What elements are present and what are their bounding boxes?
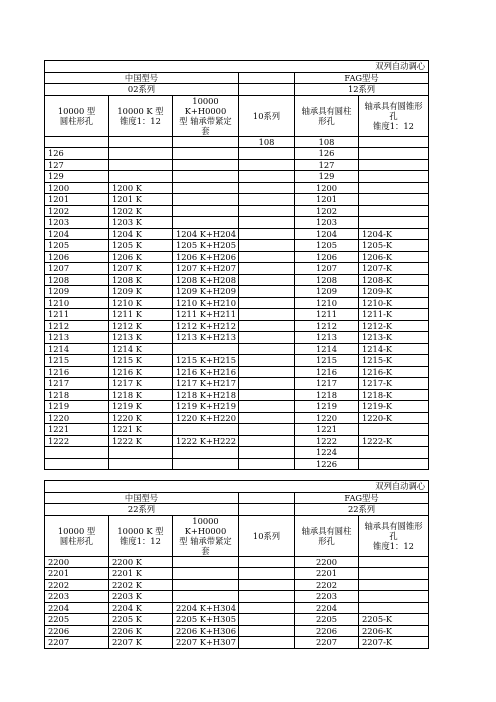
table-cell: 1217 K (109, 378, 173, 390)
table-cell: 2202 (45, 579, 109, 591)
table-cell: 1208 (45, 274, 109, 286)
table-cell (359, 136, 429, 148)
table-cell (173, 591, 239, 603)
fag-series-header: 12系列 (295, 84, 429, 96)
table-cell: 126 (45, 148, 109, 160)
table-cell: 1207 K+H207 (173, 263, 239, 275)
table-cell: 1215 K+H215 (173, 355, 239, 367)
table-cell (359, 424, 429, 436)
table-cell (239, 286, 295, 298)
table-cell: 1210 (295, 297, 359, 309)
table-cell (359, 579, 429, 591)
table-cell: 1211-K (359, 309, 429, 321)
table-cell (239, 159, 295, 171)
table-cell (109, 458, 173, 470)
table-cell (109, 171, 173, 183)
table-row (45, 378, 429, 390)
table-cell: 2207 K (109, 637, 173, 649)
table-row (45, 194, 429, 206)
table-cell: 1212 K+H212 (173, 320, 239, 332)
cn-type-header: 中国型号 (45, 492, 239, 504)
table-cell: 1213 K+H213 (173, 332, 239, 344)
table-row (45, 435, 429, 447)
table-cell: 1204 (45, 228, 109, 240)
table-cell: 1222 (45, 435, 109, 447)
table-cell: 1204 K (109, 228, 173, 240)
title-row (45, 481, 429, 493)
table-row (45, 625, 429, 637)
table-cell: 1212-K (359, 320, 429, 332)
table-row (45, 297, 429, 309)
table-cell: 1218 (45, 389, 109, 401)
table-cell (173, 205, 239, 217)
table-cell: 2202 (295, 579, 359, 591)
table-cell: 1213 (45, 332, 109, 344)
table-cell: 1218 K+H218 (173, 389, 239, 401)
table-row (45, 366, 429, 378)
table-cell (239, 579, 295, 591)
table-cell (239, 309, 295, 321)
blank-cell (239, 492, 295, 504)
column-header: 10000 K+H0000 型 轴承带紧定套 (173, 95, 239, 136)
table-cell: 2205 K (109, 614, 173, 626)
table-cell (173, 458, 239, 470)
title-row (45, 61, 429, 73)
table-cell: 1218-K (359, 389, 429, 401)
table-cell: 1216-K (359, 366, 429, 378)
table-cell: 1215 (295, 355, 359, 367)
table-cell (239, 205, 295, 217)
table-cell: 1216 (45, 366, 109, 378)
table-cell (239, 458, 295, 470)
table-cell: 1208 (295, 274, 359, 286)
table-cell: 1216 (295, 366, 359, 378)
table-cell (173, 447, 239, 459)
table-cell (173, 568, 239, 580)
title-right: 双列自动调心 (45, 481, 429, 493)
table-cell (239, 614, 295, 626)
table-row (45, 447, 429, 459)
table-cell: 1203 (295, 217, 359, 229)
table-cell: 1221 K (109, 424, 173, 436)
table-cell (239, 148, 295, 160)
table-cell: 1220 (45, 412, 109, 424)
table-body (45, 481, 429, 649)
table-row (45, 309, 429, 321)
table-cell: 1212 (45, 320, 109, 332)
table-cell (239, 401, 295, 413)
table-row (45, 171, 429, 183)
table-cell (359, 458, 429, 470)
table-cell: 126 (295, 148, 359, 160)
table-cell: 127 (295, 159, 359, 171)
table-cell: 1217 K+H217 (173, 378, 239, 390)
table-cell: 1222-K (359, 435, 429, 447)
table-cell: 1207 (45, 263, 109, 275)
table-cell: 1220 K+H220 (173, 412, 239, 424)
table-cell: 2207 (295, 637, 359, 649)
type-row (45, 72, 429, 84)
table-cell: 1203 (45, 217, 109, 229)
table-row (45, 320, 429, 332)
table-cell: 1214 (295, 343, 359, 355)
table-row (45, 458, 429, 470)
table-cell (359, 556, 429, 568)
table-cell: 1213-K (359, 332, 429, 344)
blank-cell (239, 72, 295, 84)
table-row (45, 412, 429, 424)
table-cell: 2207 K+H307 (173, 637, 239, 649)
table-cell: 2204 (45, 602, 109, 614)
table-cell: 2200 K (109, 556, 173, 568)
table-cell (109, 136, 173, 148)
cn-series-header: 02系列 (45, 84, 239, 96)
table-cell: 1222 (295, 435, 359, 447)
table-row (45, 591, 429, 603)
table-cell: 1209 (295, 286, 359, 298)
table-cell (239, 332, 295, 344)
table-cell: 2206 K+H306 (173, 625, 239, 637)
table-cell: 2206 K (109, 625, 173, 637)
table-cell (239, 435, 295, 447)
table-row (45, 556, 429, 568)
table-cell (359, 591, 429, 603)
table-row (45, 263, 429, 275)
table-cell: 1216 K+H216 (173, 366, 239, 378)
table-cell: 1205 K (109, 240, 173, 252)
table-cell: 1200 (45, 182, 109, 194)
column-header: 10000 型 圆柱形孔 (45, 515, 109, 556)
fag-type-header: FAG型号 (295, 72, 429, 84)
table-cell: 2200 (295, 556, 359, 568)
table-cell (239, 378, 295, 390)
table-cell: 2201 (295, 568, 359, 580)
table-row (45, 343, 429, 355)
table-cell (173, 148, 239, 160)
table-cell: 2206 (45, 625, 109, 637)
table-cell: 1220-K (359, 412, 429, 424)
table-cell (173, 194, 239, 206)
table-cell: 1212 K (109, 320, 173, 332)
table-cell: 108 (295, 136, 359, 148)
table-cell (239, 297, 295, 309)
table-cell (173, 579, 239, 591)
column-header-row (45, 515, 429, 556)
table-cell: 1213 (295, 332, 359, 344)
table-cell (173, 136, 239, 148)
table-cell (239, 591, 295, 603)
table-row (45, 637, 429, 649)
table-cell: 2202 K (109, 579, 173, 591)
table-cell (359, 205, 429, 217)
table-cell (173, 217, 239, 229)
table-cell: 1208 K+H208 (173, 274, 239, 286)
table-cell (359, 159, 429, 171)
table-cell: 1204 (295, 228, 359, 240)
table-cell: 1207 (295, 263, 359, 275)
bearing-table-22-series (44, 480, 429, 649)
table-row (45, 217, 429, 229)
table-cell (239, 240, 295, 252)
table-row (45, 240, 429, 252)
table-row (45, 228, 429, 240)
table-cell: 2203 K (109, 591, 173, 603)
table-cell: 2205-K (359, 614, 429, 626)
table-cell: 129 (45, 171, 109, 183)
blank-cell (239, 84, 295, 96)
table-cell: 108 (239, 136, 295, 148)
type-row (45, 492, 429, 504)
table-cell: 1208 K (109, 274, 173, 286)
table-cell: 1204 K+H204 (173, 228, 239, 240)
bearing-table-02-series (44, 60, 429, 470)
table-row (45, 602, 429, 614)
column-header-row (45, 95, 429, 136)
table-cell: 2205 K+H305 (173, 614, 239, 626)
table-cell (239, 228, 295, 240)
table-cell: 1210 K+H210 (173, 297, 239, 309)
table-cell: 1210-K (359, 297, 429, 309)
table-cell (359, 602, 429, 614)
table-cell (239, 447, 295, 459)
series-row (45, 504, 429, 516)
table-cell: 2206 (295, 625, 359, 637)
table-body (45, 61, 429, 470)
table-row (45, 286, 429, 298)
table-cell (359, 568, 429, 580)
column-header: 10系列 (239, 95, 295, 136)
table-cell: 1212 (295, 320, 359, 332)
table-cell: 1205 (295, 240, 359, 252)
table-cell: 1209 K (109, 286, 173, 298)
table-cell: 1211 K+H211 (173, 309, 239, 321)
table-cell: 1211 (45, 309, 109, 321)
table-cell: 1219 K+H219 (173, 401, 239, 413)
table-cell (359, 194, 429, 206)
table-cell: 2201 K (109, 568, 173, 580)
table-cell: 1213 K (109, 332, 173, 344)
table-cell: 1221 (45, 424, 109, 436)
table-cell (239, 343, 295, 355)
table-row (45, 424, 429, 436)
table-cell (239, 171, 295, 183)
table-cell: 1221 (295, 424, 359, 436)
table-cell: 1211 (295, 309, 359, 321)
table-cell: 1206 K+H206 (173, 251, 239, 263)
table-cell (239, 366, 295, 378)
table-cell (109, 148, 173, 160)
table-cell: 1209-K (359, 286, 429, 298)
table-cell (239, 389, 295, 401)
table-row (45, 159, 429, 171)
table-cell: 1202 K (109, 205, 173, 217)
table-cell: 1209 K+H209 (173, 286, 239, 298)
table-cell: 1206-K (359, 251, 429, 263)
column-header: 10000 K 型 锥度1：12 (109, 515, 173, 556)
table-cell: 1207 K (109, 263, 173, 275)
table-cell: 1216 K (109, 366, 173, 378)
table-cell: 1200 (295, 182, 359, 194)
table-cell: 1201 (45, 194, 109, 206)
cn-series-header: 22系列 (45, 504, 239, 516)
table-cell: 1218 (295, 389, 359, 401)
fag-type-header: FAG型号 (295, 492, 429, 504)
table-cell (359, 217, 429, 229)
table-cell: 1205 K+H205 (173, 240, 239, 252)
table-cell: 1214 (45, 343, 109, 355)
table-cell: 1203 K (109, 217, 173, 229)
table-cell (173, 343, 239, 355)
column-header: 轴承具有圆锥形孔 锥度1：12 (359, 95, 429, 136)
column-header: 轴承具有圆柱形孔 (295, 95, 359, 136)
table-cell: 2201 (45, 568, 109, 580)
table-cell (45, 458, 109, 470)
table-cell (173, 182, 239, 194)
fag-series-header: 22系列 (295, 504, 429, 516)
table-cell: 1215-K (359, 355, 429, 367)
table-cell: 1219-K (359, 401, 429, 413)
table-cell (359, 148, 429, 160)
table-cell: 1218 K (109, 389, 173, 401)
table-cell (173, 171, 239, 183)
table-cell: 1209 (45, 286, 109, 298)
table-cell: 1214-K (359, 343, 429, 355)
table-cell (239, 424, 295, 436)
table-cell (359, 182, 429, 194)
table-cell (173, 556, 239, 568)
table-cell: 1206 (45, 251, 109, 263)
table-row (45, 148, 429, 160)
table-row (45, 205, 429, 217)
table-cell (239, 251, 295, 263)
table-cell: 2205 (295, 614, 359, 626)
table-cell (109, 447, 173, 459)
column-header: 10系列 (239, 515, 295, 556)
table-row (45, 579, 429, 591)
table-cell: 1200 K (109, 182, 173, 194)
table-row (45, 401, 429, 413)
table-cell: 1204-K (359, 228, 429, 240)
table-cell: 1222 K+H222 (173, 435, 239, 447)
table-cell (173, 424, 239, 436)
table-cell: 2203 (45, 591, 109, 603)
column-header: 轴承具有圆柱形孔 (295, 515, 359, 556)
table-cell (239, 556, 295, 568)
table-cell (109, 159, 173, 171)
table-cell: 2204 K+H304 (173, 602, 239, 614)
table-cell: 1201 (295, 194, 359, 206)
table-row (45, 274, 429, 286)
table-row (45, 251, 429, 263)
table-cell: 127 (45, 159, 109, 171)
table-cell: 1219 (45, 401, 109, 413)
table-cell (173, 159, 239, 171)
table-cell: 1220 (295, 412, 359, 424)
table-cell: 1211 K (109, 309, 173, 321)
table-cell: 129 (295, 171, 359, 183)
table-cell: 1215 (45, 355, 109, 367)
table-cell (239, 412, 295, 424)
table-cell: 1226 (295, 458, 359, 470)
table-cell: 2204 (295, 602, 359, 614)
table-cell (239, 602, 295, 614)
column-header: 10000 K+H0000 型 轴承带紧定套 (173, 515, 239, 556)
table-cell (359, 171, 429, 183)
table-cell: 2206-K (359, 625, 429, 637)
table-cell: 1206 K (109, 251, 173, 263)
table-cell (45, 136, 109, 148)
table-cell: 1222 K (109, 435, 173, 447)
table-cell (239, 320, 295, 332)
table-cell: 1219 K (109, 401, 173, 413)
table-cell: 1217 (45, 378, 109, 390)
table-cell: 1205-K (359, 240, 429, 252)
table-row (45, 355, 429, 367)
table-row (45, 614, 429, 626)
table-cell (239, 263, 295, 275)
table-cell: 1210 (45, 297, 109, 309)
table-row (45, 389, 429, 401)
table-cell (239, 568, 295, 580)
table-cell: 2204 K (109, 602, 173, 614)
table-cell: 1217-K (359, 378, 429, 390)
table-cell: 1215 K (109, 355, 173, 367)
table-cell: 2207-K (359, 637, 429, 649)
table-cell (239, 194, 295, 206)
blank-cell (239, 504, 295, 516)
table-row (45, 568, 429, 580)
table-row (45, 182, 429, 194)
table-cell: 1202 (45, 205, 109, 217)
series-row (45, 84, 429, 96)
table-cell: 1219 (295, 401, 359, 413)
table-row (45, 136, 429, 148)
table-cell: 2207 (45, 637, 109, 649)
table-cell: 1220 K (109, 412, 173, 424)
table-cell: 1205 (45, 240, 109, 252)
table-cell: 1201 K (109, 194, 173, 206)
table-cell (45, 447, 109, 459)
table-cell: 1214 K (109, 343, 173, 355)
table-cell: 2203 (295, 591, 359, 603)
title-right: 双列自动调心 (45, 61, 429, 73)
table-cell: 1206 (295, 251, 359, 263)
table-cell: 2205 (45, 614, 109, 626)
column-header: 轴承具有圆锥形孔 锥度1：12 (359, 515, 429, 556)
table-cell: 1210 K (109, 297, 173, 309)
table-cell: 1217 (295, 378, 359, 390)
column-header: 10000 K 型 锥度1：12 (109, 95, 173, 136)
table-cell (239, 637, 295, 649)
table-cell (239, 217, 295, 229)
table-cell (239, 625, 295, 637)
cn-type-header: 中国型号 (45, 72, 239, 84)
table-cell: 1208-K (359, 274, 429, 286)
table-row (45, 332, 429, 344)
table-cell (239, 182, 295, 194)
table-cell: 1207-K (359, 263, 429, 275)
table-cell (239, 274, 295, 286)
column-header: 10000 型 圆柱形孔 (45, 95, 109, 136)
table-cell: 1224 (295, 447, 359, 459)
table-cell: 2200 (45, 556, 109, 568)
table-cell (239, 355, 295, 367)
table-cell: 1202 (295, 205, 359, 217)
table-cell (359, 447, 429, 459)
